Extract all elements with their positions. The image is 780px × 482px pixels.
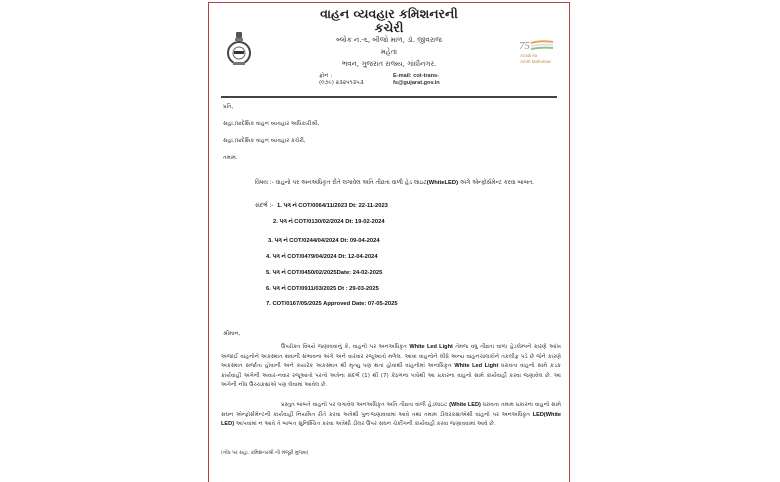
letterhead xyxy=(209,3,569,99)
body-paragraph-2 xyxy=(221,401,561,430)
para1-bold: White Led Light xyxy=(409,344,453,350)
svg-text:75: 75 xyxy=(519,40,530,52)
addressee-office: સહા./પ્રાદેશિક વાહન વ્યવહાર કચેરી, xyxy=(223,138,306,144)
salutation: શ્રીમાન, xyxy=(223,331,241,337)
address-line1: બ્લોક નં.-૬, બીજો માળ, ડૉ. જીવરાજ xyxy=(336,36,442,44)
to-label: પ્રતિ, xyxy=(223,104,234,110)
subject-bold: (WhiteLED) xyxy=(426,180,459,186)
letter-page xyxy=(208,2,570,482)
reference-item: 6. પત્ર નં COT/0911/03/2025 Dt : 29-03-2025 xyxy=(266,286,379,292)
para1-text: ઉપરોક્ત વિષયે જણાવવાનું કે, વાહનો પર અનઅધિકૃત xyxy=(281,344,407,350)
office-name-line1: વાહન વ્યવહાર કમિશનરની xyxy=(320,6,458,21)
svg-text:Amrit Mahotsav: Amrit Mahotsav xyxy=(520,59,552,64)
email-label: E-mail: cot-trans- xyxy=(393,73,439,79)
para2-bold: (White LED) xyxy=(449,402,481,408)
subject-text-end: અંગે એન્ફોર્સમેન્ટ કરવા બાબત. xyxy=(459,180,534,186)
reference-item: 3. પત્ર નં COT/0244/04/2024 Dt: 09-04-2024 xyxy=(268,238,380,244)
approval-note: (નોંધ પર સહા. કમિશનરશ્રી ની મંજૂરી મુજબ) xyxy=(221,451,309,456)
reference-item: 2. પત્ર નં COT/0130/02/2024 Dt: 19-02-2024 xyxy=(273,219,385,225)
email-value[interactable]: fs@gujarat.gov.in xyxy=(393,80,440,86)
para1-bold: White Led Light xyxy=(454,363,499,369)
para2-text: આપવામાં ન આવે તે બાબત સુનિશ્ચિત કરવા અત્રેથી ડીલર ઉપર સઘન ચેકીંગની કાર્યવાહી કરવા જણાવવામાં આવે છે. xyxy=(235,421,496,427)
reference-item: 1. પત્ર નં COT/0064/11/2023 Dt: 22-11-2023 xyxy=(277,203,388,209)
phone-block xyxy=(319,73,364,87)
phone-label: ફોન : xyxy=(319,73,333,79)
para2-text: પ્રસ્તુત બાબતે વાહનો પર લગાવેલ અનઅધિકૃત અતિ તીવ્રતા વાળી હેડલાઇટ xyxy=(281,402,448,408)
subject-label: વિષય :- xyxy=(255,180,274,186)
azadi-ka-amrit-mahotsav-logo-icon xyxy=(517,37,561,67)
reference-item: 7. COT/0167/05/2025 Approved Date: 07-05-2025 xyxy=(266,301,398,307)
email-block xyxy=(393,73,440,87)
para1-text: ધરાવતા વાહનો સામે કડક કાર્યવાહી અંગેની અવાર-નવાર રજૂઆતો પરત્વે અત્રેના સંદર્ભ (1) થી (7) કેઠળના પત્રોથી આ પ્રકારના વાહનો સામે કાર્યવાહી કરવા જણાવેલ છે. આ અંગેની નોંધ ઉચ્ચકક્ષાએ પણ લેવામાં આવેલ છે. xyxy=(221,363,561,388)
para2-text: ધરાવતા તમામ પ્રકારના વાહનો સામે સઘન એન્ફોર્સમેન્ટની કાર્યવાહી નિયમિત રીતે કરવા અત્રેથી પુનઃજણાવવામાં આવે તથા તમામ ડીલરકક્ષાએથી વાહનો પર અનઅધિકૃત xyxy=(221,402,562,418)
reference-item: 5. પત્ર નં COT/0450/02/2025Date: 24-02-2025 xyxy=(266,270,383,276)
addressee-officer: સહા./પ્રાદેશિક વાહન વ્યવહાર અધિકારીશ્રી, xyxy=(223,121,320,127)
para2-bold: LED(White LED) xyxy=(221,411,561,427)
header-divider xyxy=(221,96,557,98)
svg-text:Azadi ka: Azadi ka xyxy=(520,53,538,58)
reference-item: 4. પત્ર નં COT/0479/04/2024 Dt: 12-04-2024 xyxy=(266,254,378,260)
address-line2: મહેતા xyxy=(380,48,398,56)
subject-text: વાહનો પર અનઅધિકૃત રીતે લગાવેલ અતિ તીવ્રતા વાળી હેડ લાઇટ xyxy=(275,180,427,186)
office-name-line2: કચેરી xyxy=(374,20,404,35)
subject-line xyxy=(255,179,555,188)
body-paragraph-1 xyxy=(221,343,561,391)
address-line3: ભવન, ગુજરાત રાજ્ય, ગાંધીનગર. xyxy=(341,60,437,68)
para1-text: તેમજ વધુ તીવ્રતા વાળા હેડલેમ્પને કારણે આંખ અંજાઈ વાહનોને અકસ્માત થવાની સંભાવના અંગે અને વારંવાર રજૂઆતો મળેલ. આવા વાહનોને લીધે અન્ય વાહનચાલકોને તકલીફ પડે છે જેને કારણે અકસ્માત સર્જાતા હોવાની અને કયારેક અકસ્માત થી મૃત્યુ પણ થતા હોવાથી વાહનોમાં અનાધિકૃત xyxy=(221,344,562,369)
references-label: સંદર્ભ :- xyxy=(255,203,274,209)
phone-value: (૦૭૯) ૨૩૨૫૧૩૫૩ xyxy=(319,80,364,86)
addressee-all: તમામ. xyxy=(223,155,238,161)
